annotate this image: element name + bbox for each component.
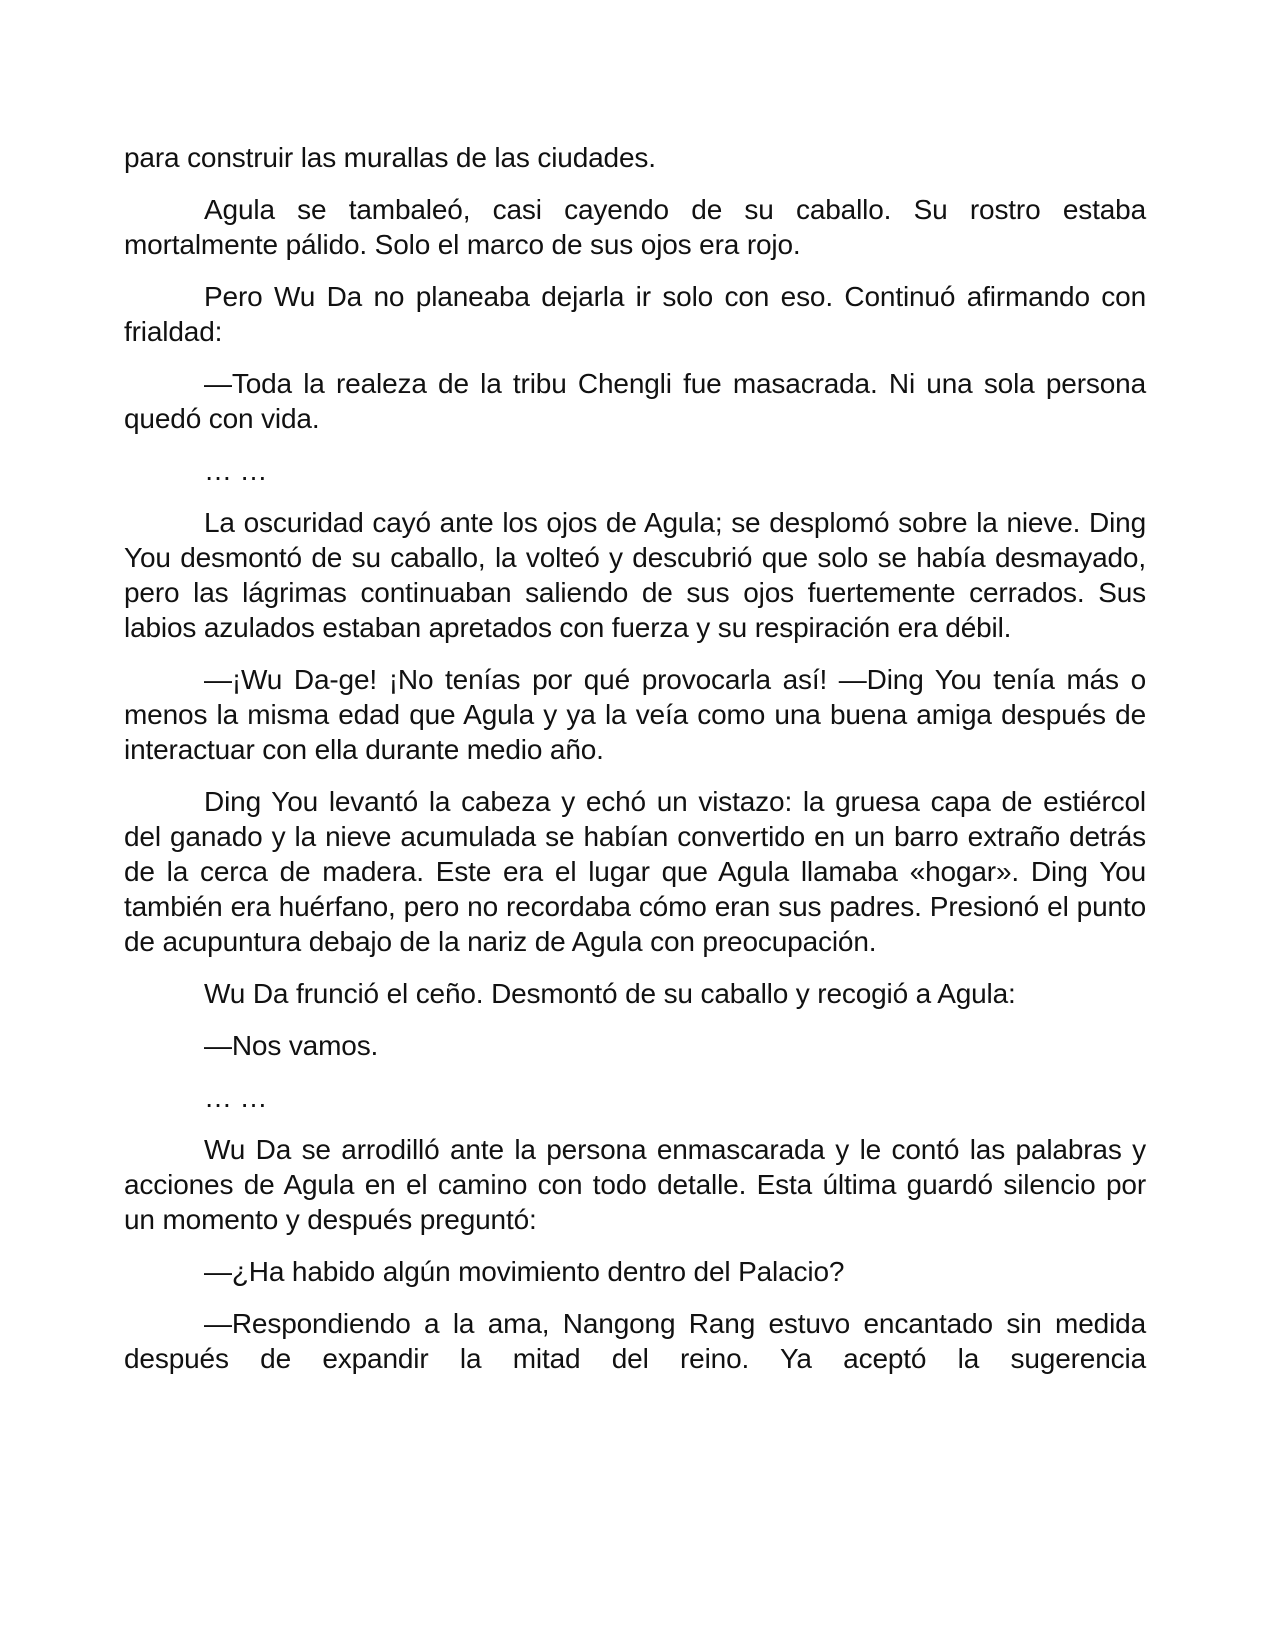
body-text [124, 140, 1146, 1393]
paragraph-2: Agula se tambaleó, casi cayendo de su caballo. Su rostro estaba mortalmente pálido. Solo el marco de sus ojos era rojo. [124, 194, 1146, 260]
paragraph-1: para construir las murallas de las ciudades. [124, 142, 656, 173]
paragraph-12: —Respondiendo a la ama, Nangong Rang estuvo encantado sin medida después de expandir la mitad del reino. Ya aceptó la sugerencia [124, 1308, 1146, 1374]
scene-break-2: … … [204, 1082, 268, 1113]
paragraph-11: —¿Ha habido algún movimiento dentro del Palacio? [204, 1256, 845, 1287]
paragraph-8: Wu Da frunció el ceño. Desmontó de su caballo y recogió a Agula: [204, 978, 1016, 1009]
paragraph-7: Ding You levantó la cabeza y echó un vistazo: la gruesa capa de estiércol del ganado y la nieve acumulada se habían convertido en un barro extraño detrás de la cerca de madera. Este era el lugar que Agula llamaba «hogar». Ding You también era huérfano, pero no recordaba cómo eran sus padres. Presionó el punto de acupuntura debajo de la nariz de Agula con preocupación. [124, 786, 1146, 957]
paragraph-10: Wu Da se arrodilló ante la persona enmascarada y le contó las palabras y acciones de Agula en el camino con todo detalle. Esta última guardó silencio por un momento y después preguntó: [124, 1134, 1146, 1235]
paragraph-6: —¡Wu Da-ge! ¡No tenías por qué provocarla así! —Ding You tenía más o menos la misma edad que Agula y ya la veía como una buena amiga después de interactuar con ella durante medio año. [124, 664, 1146, 765]
scene-break-1: … … [204, 455, 268, 486]
paragraph-3: Pero Wu Da no planeaba dejarla ir solo con eso. Continuó afirmando con frialdad: [124, 281, 1146, 347]
paragraph-5: La oscuridad cayó ante los ojos de Agula; se desplomó sobre la nieve. Ding You desmontó de su caballo, la volteó y descubrió que solo se había desmayado, pero las lágrimas continuaban saliendo de sus ojos fuertemente cerrados. Sus labios azulados estaban apretados con fuerza y su respiración era débil. [124, 507, 1146, 643]
paragraph-9: —Nos vamos. [204, 1030, 379, 1061]
paragraph-4: —Toda la realeza de la tribu Chengli fue masacrada. Ni una sola persona quedó con vida. [124, 368, 1146, 434]
